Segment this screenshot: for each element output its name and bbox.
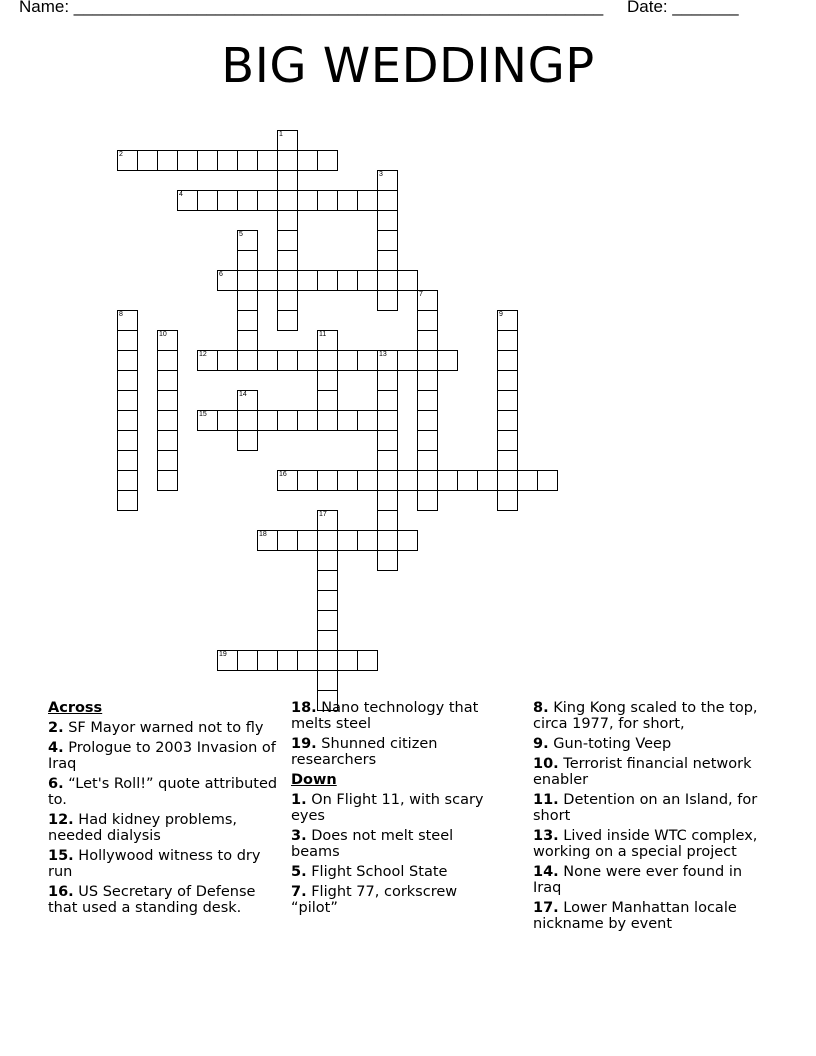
grid-cell[interactable] xyxy=(317,270,338,291)
grid-cell[interactable] xyxy=(377,530,398,551)
grid-cell[interactable] xyxy=(117,330,138,351)
grid-cell[interactable] xyxy=(377,350,398,371)
clue-number: 14 xyxy=(239,391,247,398)
grid-cell[interactable] xyxy=(397,470,418,491)
grid-cell[interactable] xyxy=(397,270,418,291)
grid-cell[interactable] xyxy=(437,350,458,371)
grid-cell[interactable] xyxy=(317,610,338,631)
grid-cell[interactable] xyxy=(277,270,298,291)
grid-cell[interactable] xyxy=(117,390,138,411)
grid-cell[interactable] xyxy=(337,650,358,671)
grid-cell[interactable] xyxy=(417,430,438,451)
clue-across-19: 19. Shunned citizen researchers xyxy=(291,736,438,768)
grid-cell[interactable] xyxy=(317,510,338,531)
grid-cell[interactable] xyxy=(297,530,318,551)
clue-down-13: 13. Lived inside WTC complex, working on a special project xyxy=(533,828,758,860)
grid-cell[interactable] xyxy=(317,670,338,691)
grid-cell[interactable] xyxy=(197,190,218,211)
clue-number: 11 xyxy=(319,331,327,338)
grid-cell[interactable] xyxy=(237,150,258,171)
grid-cell[interactable] xyxy=(257,530,278,551)
grid-cell[interactable] xyxy=(417,390,438,411)
clue-down-3: 3. Does not melt steel beams xyxy=(291,828,454,860)
grid-cell[interactable] xyxy=(517,470,538,491)
grid-cell[interactable] xyxy=(297,650,318,671)
grid-cell[interactable] xyxy=(277,310,298,331)
grid-cell[interactable] xyxy=(157,350,178,371)
clue-number: 3 xyxy=(379,171,383,178)
grid-cell[interactable] xyxy=(217,150,238,171)
grid-cell[interactable] xyxy=(277,530,298,551)
grid-cell[interactable] xyxy=(277,350,298,371)
grid-cell[interactable] xyxy=(177,190,198,211)
down-heading: Down xyxy=(291,772,337,788)
grid-cell[interactable] xyxy=(497,450,518,471)
clue-down-8: 8. King Kong scaled to the top, circa 1977, for short, xyxy=(533,700,758,732)
puzzle-title: BIG WEDDINGP xyxy=(221,38,595,94)
grid-cell[interactable] xyxy=(397,530,418,551)
date-field-label: Date: _______ xyxy=(627,0,739,16)
clue-number: 8 xyxy=(119,311,123,318)
grid-cell[interactable] xyxy=(237,190,258,211)
grid-cell[interactable] xyxy=(317,630,338,651)
grid-cell[interactable] xyxy=(237,330,258,351)
grid-cell[interactable] xyxy=(217,650,238,671)
grid-cell[interactable] xyxy=(237,290,258,311)
clue-down-14: 14. None were ever found in Iraq xyxy=(533,864,743,896)
grid-cell[interactable] xyxy=(197,410,218,431)
clue-number: 12 xyxy=(199,351,207,358)
clue-across-6: 6. “Let's Roll!” quote attributed to. xyxy=(48,776,278,808)
grid-cell[interactable] xyxy=(337,190,358,211)
grid-cell[interactable] xyxy=(317,350,338,371)
grid-cell[interactable] xyxy=(497,370,518,391)
grid-cell[interactable] xyxy=(357,530,378,551)
grid-cell[interactable] xyxy=(237,270,258,291)
clue-number: 18 xyxy=(259,531,267,538)
grid-cell[interactable] xyxy=(177,150,198,171)
clue-across-12: 12. Had kidney problems, needed dialysis xyxy=(48,812,237,844)
grid-cell[interactable] xyxy=(117,430,138,451)
grid-cell[interactable] xyxy=(337,410,358,431)
grid-cell[interactable] xyxy=(237,390,258,411)
grid-cell[interactable] xyxy=(357,190,378,211)
grid-cell[interactable] xyxy=(437,470,458,491)
clue-number: 5 xyxy=(239,231,243,238)
grid-cell[interactable] xyxy=(317,470,338,491)
grid-cell[interactable] xyxy=(477,470,498,491)
grid-cell[interactable] xyxy=(297,150,318,171)
grid-cell[interactable] xyxy=(417,470,438,491)
grid-cell[interactable] xyxy=(297,190,318,211)
grid-cell[interactable] xyxy=(377,250,398,271)
grid-cell[interactable] xyxy=(157,370,178,391)
grid-cell[interactable] xyxy=(217,190,238,211)
grid-cell[interactable] xyxy=(377,550,398,571)
grid-cell[interactable] xyxy=(197,150,218,171)
grid-cell[interactable] xyxy=(337,530,358,551)
grid-cell[interactable] xyxy=(277,150,298,171)
grid-cell[interactable] xyxy=(297,350,318,371)
grid-cell[interactable] xyxy=(117,490,138,511)
grid-cell[interactable] xyxy=(317,590,338,611)
grid-cell[interactable] xyxy=(277,250,298,271)
clue-number: 2 xyxy=(119,151,123,158)
grid-cell[interactable] xyxy=(317,370,338,391)
grid-cell[interactable] xyxy=(217,410,238,431)
clue-down-5: 5. Flight School State xyxy=(291,864,448,880)
clue-number: 6 xyxy=(219,271,223,278)
grid-cell[interactable] xyxy=(317,530,338,551)
grid-cell[interactable] xyxy=(417,290,438,311)
grid-cell[interactable] xyxy=(277,230,298,251)
grid-cell[interactable] xyxy=(257,650,278,671)
grid-cell[interactable] xyxy=(237,650,258,671)
grid-cell[interactable] xyxy=(277,650,298,671)
clue-number: 4 xyxy=(179,191,183,198)
grid-cell[interactable] xyxy=(277,190,298,211)
grid-cell[interactable] xyxy=(417,350,438,371)
grid-cell[interactable] xyxy=(257,150,278,171)
grid-cell[interactable] xyxy=(317,390,338,411)
grid-cell[interactable] xyxy=(277,210,298,231)
grid-cell[interactable] xyxy=(377,410,398,431)
clue-number: 13 xyxy=(379,351,387,358)
grid-cell[interactable] xyxy=(337,350,358,371)
grid-cell[interactable] xyxy=(317,550,338,571)
grid-cell[interactable] xyxy=(317,410,338,431)
grid-cell[interactable] xyxy=(377,510,398,531)
grid-cell[interactable] xyxy=(277,130,298,151)
clues-column-1 xyxy=(48,700,278,920)
grid-cell[interactable] xyxy=(377,270,398,291)
grid-cell[interactable] xyxy=(377,230,398,251)
grid-cell[interactable] xyxy=(297,270,318,291)
grid-cell[interactable] xyxy=(497,470,518,491)
grid-cell[interactable] xyxy=(357,650,378,671)
grid-cell[interactable] xyxy=(157,470,178,491)
grid-cell[interactable] xyxy=(317,650,338,671)
grid-cell[interactable] xyxy=(117,150,138,171)
grid-cell[interactable] xyxy=(117,450,138,471)
grid-cell[interactable] xyxy=(337,270,358,291)
grid-cell[interactable] xyxy=(337,470,358,491)
clue-number: 9 xyxy=(499,311,503,318)
grid-cell[interactable] xyxy=(377,470,398,491)
grid-cell[interactable] xyxy=(377,170,398,191)
grid-cell[interactable] xyxy=(117,410,138,431)
grid-cell[interactable] xyxy=(537,470,558,491)
grid-cell[interactable] xyxy=(457,470,478,491)
clue-number: 1 xyxy=(279,131,283,138)
grid-cell[interactable] xyxy=(357,350,378,371)
grid-cell[interactable] xyxy=(157,390,178,411)
clue-across-2: 2. SF Mayor warned not to fly xyxy=(48,720,264,736)
grid-cell[interactable] xyxy=(417,410,438,431)
grid-cell[interactable] xyxy=(217,270,238,291)
grid-cell[interactable] xyxy=(357,470,378,491)
clue-down-7: 7. Flight 77, corkscrew “pilot” xyxy=(291,884,458,916)
grid-cell[interactable] xyxy=(397,350,418,371)
grid-cell[interactable] xyxy=(117,370,138,391)
grid-cell[interactable] xyxy=(377,370,398,391)
grid-cell[interactable] xyxy=(257,190,278,211)
grid-cell[interactable] xyxy=(317,570,338,591)
grid-cell[interactable] xyxy=(257,350,278,371)
across-clue-list-a xyxy=(48,720,278,916)
grid-cell[interactable] xyxy=(417,330,438,351)
grid-cell[interactable] xyxy=(377,490,398,511)
grid-cell[interactable] xyxy=(257,410,278,431)
clue-down-11: 11. Detention on an Island, for short xyxy=(533,792,758,824)
clue-across-16: 16. US Secretary of Defense that used a standing desk. xyxy=(48,884,256,916)
grid-cell[interactable] xyxy=(117,470,138,491)
grid-cell[interactable] xyxy=(157,430,178,451)
grid-cell[interactable] xyxy=(137,150,158,171)
grid-cell[interactable] xyxy=(237,350,258,371)
grid-cell[interactable] xyxy=(277,410,298,431)
grid-cell[interactable] xyxy=(377,210,398,231)
grid-cell[interactable] xyxy=(417,490,438,511)
grid-cell[interactable] xyxy=(237,230,258,251)
grid-cell[interactable] xyxy=(497,430,518,451)
grid-cell[interactable] xyxy=(157,330,178,351)
grid-cell[interactable] xyxy=(277,290,298,311)
grid-cell[interactable] xyxy=(217,350,238,371)
grid-cell[interactable] xyxy=(237,410,258,431)
grid-cell[interactable] xyxy=(377,430,398,451)
grid-cell[interactable] xyxy=(277,470,298,491)
across-heading: Across xyxy=(48,700,103,716)
clues-column-2 xyxy=(291,700,501,920)
grid-cell[interactable] xyxy=(377,290,398,311)
clue-number: 16 xyxy=(279,471,287,478)
grid-cell[interactable] xyxy=(297,410,318,431)
grid-cell[interactable] xyxy=(197,350,218,371)
grid-cell[interactable] xyxy=(317,330,338,351)
grid-cell[interactable] xyxy=(497,350,518,371)
clue-number: 10 xyxy=(159,331,167,338)
grid-cell[interactable] xyxy=(157,410,178,431)
grid-cell[interactable] xyxy=(237,310,258,331)
clue-down-1: 1. On Flight 11, with scary eyes xyxy=(291,792,484,824)
name-field-label: Name: ________________________________________________________ xyxy=(19,0,604,16)
grid-cell[interactable] xyxy=(277,170,298,191)
clue-down-10: 10. Terrorist financial network enabler xyxy=(533,756,752,788)
grid-cell[interactable] xyxy=(417,310,438,331)
grid-cell[interactable] xyxy=(157,150,178,171)
clue-number: 7 xyxy=(419,291,423,298)
clue-number: 17 xyxy=(319,511,327,518)
grid-cell[interactable] xyxy=(257,270,278,291)
grid-cell[interactable] xyxy=(357,270,378,291)
clue-number: 15 xyxy=(199,411,207,418)
grid-cell[interactable] xyxy=(497,310,518,331)
clues-column-3 xyxy=(533,700,765,936)
grid-cell[interactable] xyxy=(117,350,138,371)
clue-across-18: 18. Nano technology that melts steel xyxy=(291,700,479,732)
grid-cell[interactable] xyxy=(497,410,518,431)
clue-across-4: 4. Prologue to 2003 Invasion of Iraq xyxy=(48,740,276,772)
grid-cell[interactable] xyxy=(377,190,398,211)
clue-across-15: 15. Hollywood witness to dry run xyxy=(48,848,261,880)
clue-number: 19 xyxy=(219,651,227,658)
grid-cell[interactable] xyxy=(377,450,398,471)
grid-cell[interactable] xyxy=(157,450,178,471)
grid-cell[interactable] xyxy=(237,430,258,451)
grid-cell[interactable] xyxy=(357,410,378,431)
grid-cell[interactable] xyxy=(417,370,438,391)
grid-cell[interactable] xyxy=(497,390,518,411)
grid-cell[interactable] xyxy=(497,330,518,351)
grid-cell[interactable] xyxy=(117,310,138,331)
grid-cell[interactable] xyxy=(297,470,318,491)
clue-down-17: 17. Lower Manhattan locale nickname by event xyxy=(533,900,737,932)
grid-cell[interactable] xyxy=(497,490,518,511)
grid-cell[interactable] xyxy=(317,190,338,211)
grid-cell[interactable] xyxy=(237,250,258,271)
grid-cell[interactable] xyxy=(417,450,438,471)
grid-cell[interactable] xyxy=(377,390,398,411)
clue-down-9: 9. Gun-toting Veep xyxy=(533,736,672,752)
grid-cell[interactable] xyxy=(317,150,338,171)
